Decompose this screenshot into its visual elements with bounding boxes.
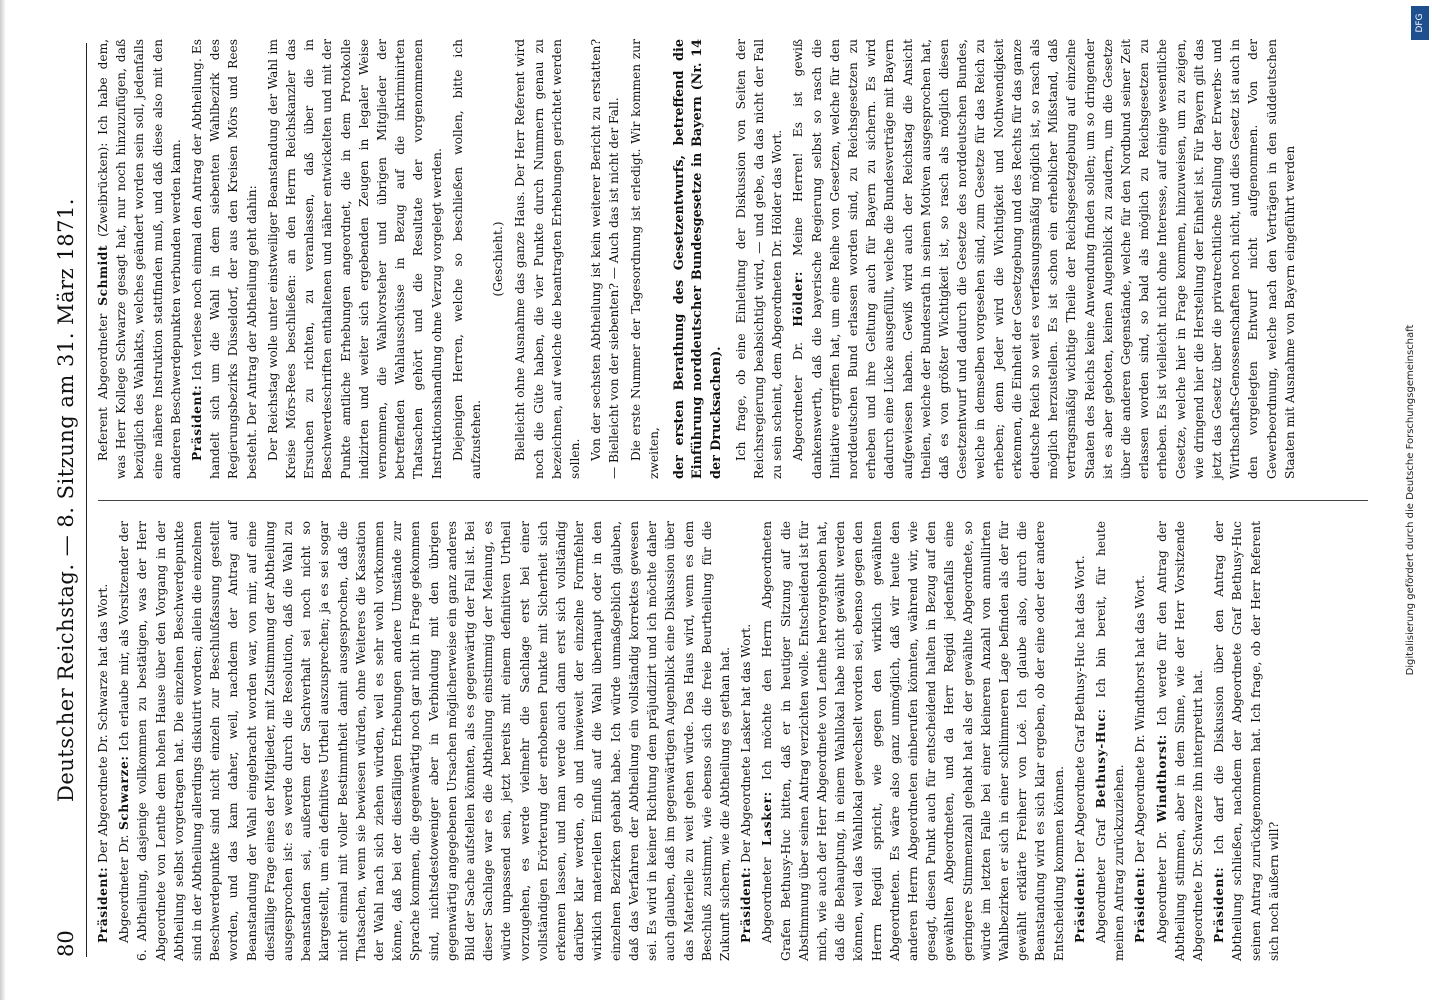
paragraph: [511, 39, 584, 479]
speaker-name: Präsident:: [96, 866, 110, 943]
column-divider: [98, 500, 1368, 501]
paragraph: [188, 39, 261, 479]
paragraph-text: (Geschieht.): [491, 221, 506, 297]
speaker-name: Lasker:: [760, 791, 775, 846]
speaker-name: Präsident:: [1072, 866, 1087, 943]
paragraph-text: Die erste Nummer der Tagesordnung ist erledigt. Wir kommen zur zweiten,: [628, 39, 661, 479]
speaker-prefix: Abgeordneter Dr.: [791, 342, 806, 461]
paragraph-text: Von der sechsten Abtheilung ist kein weiterer Bericht zu erstatten? — Bielleicht von der siebenten? — Auch das ist nicht der Fall.: [589, 39, 622, 479]
paragraph: [732, 39, 787, 479]
paragraph: [627, 39, 663, 479]
paragraph-text: Der Abgeordnete Graf Bethusy-Huc hat das Wort.: [1072, 555, 1087, 863]
speaker-prefix: Abgeordneter: [760, 857, 775, 943]
speaker-name: Präsident:: [739, 866, 754, 943]
agenda-heading: [671, 39, 726, 479]
speaker-prefix: Abgeordneter Dr.: [117, 834, 132, 943]
paragraph-text: Bielleicht ohne Ausnahme das ganze Haus. Der Herr Referent wird noch die Güte haben, die vier Punkte durch Nummern genau zu bezeichnen, auf welche die beantragten Erhebungen gerichtet werden sollen.: [513, 39, 583, 479]
scan-edge-shadow: [0, 0, 6, 1000]
paragraph-text: der ersten Berathung des Gesetzentwurfs, betreffend die Einführung norddeutscher Bundesgesetze in Bayern (Nr. 14 der Drucksachen).: [672, 39, 724, 479]
speaker-name: Hölder:: [791, 271, 806, 327]
page-header: [46, 43, 87, 957]
page-number: 80: [54, 930, 78, 957]
paragraph: [1131, 521, 1149, 961]
speaker-name: Präsident:: [190, 384, 205, 461]
paragraph: [115, 521, 734, 961]
right-column: [94, 39, 1302, 479]
paragraph: [94, 521, 112, 961]
paragraph-text: Ich erlaube mir, als Vorsitzender der 6. Abtheilung, dasjenige vollkommen zu bestätigen, was der Herr Abgeordnete von Lenthe dem hohen Hause über den Vorgang in der Abtheilung selbst vorgetragen hat. Die einzelnen Beschwerdepunkte sind in der Abtheilung allerdings diskutirt worden; allein die einzelnen Beschwerdepunkte sind nicht einzeln zur Beschlußfassung gestellt worden, und das kam daher, weil, nachdem der Antrag auf Beanstandung der Wahl eingebracht worden war, von mir, auf eine diesfällige Frage eines der Mitglieder, mit Zustimmung der Abtheilung ausgesprochen ist: es werde durch die Resolution, daß die Wahl zu beanstanden sei, außerdem der Sachverhalt sei noch nicht so klargestellt, um ein definitives Urtheil auszusprechen; ja es sei sogar nicht einmal mit voller Bestimmtheit damit ausgesprochen, daß die Thatsachen, wenn sie bewiesen würden, ohne Weiteres die Kassation der Wahl nach sich ziehen würden, weil es sehr wohl vorkommen könne, daß bei der diesfälligen Erhebungen andere Umstände zur Sprache kommen, die gegenwärtig noch gar nicht in Frage gekommen sind, nichtsdestoweniger aber in Verbindung mit den übrigen gegenwärtig angegebenen Ursachen möglicherweise ein ganz anderes Bild der Sache aufstellen könnten, als es gegenwärtig der Fall ist. Bei dieser Sachlage war es die Abtheilung einstimmig der Meinung, es würde unpassend sein, jetzt bereits mit einem definitiven Urtheil vorzugehen, es werde vielmehr die Sachlage erst bei einer vollständigen Erörterung der erhobenen Punkte mit Sicherheit sich erkennen lassen, und man werde auch dann erst sich vollständig darüber klar werden, ob und inwieweit der einzelne Formfehler wirklich materiellen Einfluß auf die Wahl überhaupt oder in den einzelnen Bezirken gehabt habe. Ich würde unmaßgeblich glauben, daß das Verfahren der Abtheilung ein vollständig korrektes gewesen sei. Es wird in keiner Richtung dem präjudizirt und ich möchte daher auch glauben, daß im gegenwärtigen Augenblick eine Diskussion über das Materielle zu weit gehen würde. Das Haus wird, wenn es dem Beschluß zustimmt, wie ebenso sich die freie Beurtheilung für die Zukunft sichern, wie die Abtheilung es gethan hat.: [117, 520, 732, 961]
paragraph-text: Der Abgeordnete Lasker hat das Wort.: [739, 623, 754, 863]
speaker-prefix: Abgeordneter Graf: [1093, 819, 1108, 943]
paragraph-text: Der Abgeordnete Dr. Windthorst hat das Wort.: [1133, 575, 1148, 863]
paragraph: [737, 521, 755, 961]
speaker-name: Windthorst:: [1154, 734, 1169, 823]
paragraph-text: Ich möchte den Herrn Abgeordneten Grafen Bethusy-Huc bitten, daß er in heutiger Sitzung auf die Abstimmung über seinen Antrag verzichten wolle. Entscheidend ist für mich, wie auch der Herr Abgeordnete von Lenthe hervorgehoben hat, daß die Behauptung, in einem Wahllokal habe nicht gewählt werden können, weil das Wahllokal gewechselt worden sei, ebenso gegen den Herrn Regidi spricht, wie gegen den wirklich gewählten Abgeordneten. Es wäre also ganz unmöglich, daß wir heute den anderen Herrn Abgeordneten einberufen könnten, während wir, wie gesagt, diesen Punkt auch für entscheidend halten in Bezug auf den gewählten Abgeordneten, und da Herr Regidi jedenfalls eine geringere Stimmenzahl gehabt hat als der gewählte Abgeordnete, so würde im letzten Falle bei einer kleineren Anzahl von annullirten Wahlbezirken er sich in einer schlimmeren Lage befinden als der für gewählt erklärte Freiherr von Loë. Ich glaube also, durch die Beanstandung wird es sich klar ergeben, ob der eine oder der andere Entscheidung kommen können.: [760, 520, 1066, 961]
paragraph: [1210, 521, 1283, 961]
dfg-badge-label: DFG: [1415, 13, 1425, 33]
paragraph: [587, 39, 623, 479]
dfg-logo: [1411, 6, 1429, 40]
paragraph: [264, 39, 446, 479]
paragraph-text: Meine Herren! Es ist gewiß dankenswerth, daß die bayerische Regierung selbst so rasch die Initiative ergriffen hat, um eine Reihe von Gesetzen, welche für den norddeutschen Bund erlassen worden sind, zu Reichsgesetzen zu erheben und ihre Geltung auch für Bayern zu sichern. Es wird dadurch eine Lücke ausgefüllt, welche die Bundesverträge mit Bayern aufgewiesen haben. Gewiß wird auch der Reichstag die Ansicht theilen, welche der Bundesrath in seinen Motiven ausgesprochen hat, daß es von größter Wichtigkeit ist, so rasch als möglich diesen Gesetzentwurf und dadurch die Gesetze des norddeutschen Bundes, welche in demselben vorgesehen sind, zum Gesetze für das Reich zu erheben; denn Jeder wird die Wichtigkeit und Nothwendigkeit erkennen, die Einheit der Gesetzgebung und des Rechts für das ganze deutsche Reich so weit es verfassungsmäßig möglich ist, so rasch als möglich herzustellen. Es ist schon ein erheblicher Mißstand, daß vertragsmäßig wichtige Theile der Reichsgesetzgebung auf einzelne Staaten des Reichs keine Anwendung finden sollen; um so dringender ist es aber geboten, keinen Augenblick zu zaudern, um die Gesetze über die anderen Gegenstände, welche für den Nordbund seiner Zeit erlassen worden sind, so bald als möglich zu Reichsgesetzen zu erheben. Es ist vielleicht nicht ohne Interesse, auf einige wesentliche Gesetze, welche hier in Frage kommen, hinzuweisen, um zu zeigen, wie dringend hier die Herstellung der Einheit ist. Für Bayern gilt das jetzt das Gesetz über die privatrechtliche Stellung der Erwerbs- und Wirthschafts-Genossenschaften noch nicht, und dies Gesetz ist auch in den vorgelegten Entwurf nicht aufgenommen. Von der Gewerbeordnung, welche nach den Verträgen in den süddeutschen Staaten mit Ausnahme von Bayern eingeführt werden: [791, 38, 1297, 479]
paragraph: [1092, 521, 1128, 961]
speaker-prefix: Abgeordneter Dr.: [1154, 830, 1169, 943]
paragraph: [1153, 521, 1208, 961]
paragraph-text: Ich werde für den Antrag der Abtheilung stimmen, aber in dem Sinne, wie der Herr Vorsitzende Abgeordnete Dr. Schwarze ihn interpretirt hat.: [1154, 520, 1205, 961]
paragraph-text: Der Reichstag wolle unter einstweiliger Beanstandung der Wahl im Kreise Mörs-Rees beschließen: an den Herrn Reichskanzler das Ersuchen zu richten, zu veranlassen, daß über die in Beschwerdeschriften enthaltenen und näher entwickelten und mit der Punkte amtliche Erhebungen angeordnet, die in dem Protokolle indizirten und weiter sich ergebenden Zeugen in legaler Weise vernommen, die Wahlvorsteher und übrigen Mitglieder der betreffenden Wahlausschüsse in Bezug auf die inkriminirten Thatsachen gehört und die Resultate der vorgenommenen Instruktionshandlung ohne Verzug vorgelegt werden.: [265, 39, 444, 479]
paragraph: [489, 39, 507, 479]
speaker-name: Präsident:: [1212, 866, 1227, 943]
speaker-name: Präsident:: [1133, 866, 1148, 943]
paragraph-text: Ich bin bereit, für heute meinen Antrag zurückzuziehen.: [1093, 520, 1127, 961]
paragraph-text: (Zweibrücken): Ich habe dem, was Herr Kollege Schwarze gesagt hat, nur noch hinzuzufügen, daß bezüglich des Wahlakts, welches geändert worden sein soll, jedenfalls eine nähere Instruktion stattfinden muß, und daß diese also mit den anderen Beschwerdepunkten verbunden werden kann.: [96, 38, 183, 479]
left-column: [94, 521, 1286, 961]
speaker-name: Bethusy-Huc:: [1093, 708, 1108, 809]
paragraph-text: Diejenigen Herren, welche so beschließen wollen, bitte ich aufzustehen.: [450, 39, 484, 479]
paragraph: [449, 39, 485, 479]
speaker-name: Schmidt: [96, 244, 110, 306]
paragraph: [1071, 521, 1089, 961]
speaker-name: Schwarze:: [117, 755, 132, 831]
paragraph-text: Ich frage, ob eine Einleitung der Diskussion von Seiten der Reichsregierung beabsichtigt wird, — und gebe, da das nicht der Fall zu sein scheint, dem Abgeordneten Dr. Hölder das Wort.: [733, 39, 785, 479]
paragraph: [758, 521, 1067, 961]
digitization-note: Digitalisierung gefördert durch die Deutsche Forschungsgemeinschaft: [1405, 324, 1416, 676]
running-title: Deutscher Reichstag. — 8. Sitzung am 31. März 1871.: [54, 198, 78, 802]
paragraph-text: Der Abgeordnete Dr. Schwarze hat das Wort.: [96, 583, 110, 863]
paragraph-text: Ich verlese noch einmal den Antrag der Abtheilung. Es handelt sich um die Wahl in dem siebenten Wahlbezirk des Regierungsbezirks Düsseldorf, der aus den Kreisen Mörs und Rees besteht. Der Antrag der Abtheilung geht dahin:: [190, 38, 259, 479]
paragraph-text: Ich darf die Diskussion über den Antrag der Abtheilung schließen, nachdem der Abgeordnete Graf Bethusy-Huc seinen Antrag zurückgenommen hat. Ich frage, ob der Herr Referent sich noch äußern will?: [1212, 521, 1281, 961]
document-page: [46, 25, 1386, 975]
paragraph: [94, 39, 185, 479]
paragraph: [789, 39, 1299, 479]
speaker-prefix: Referent Abgeordneter: [96, 313, 110, 461]
